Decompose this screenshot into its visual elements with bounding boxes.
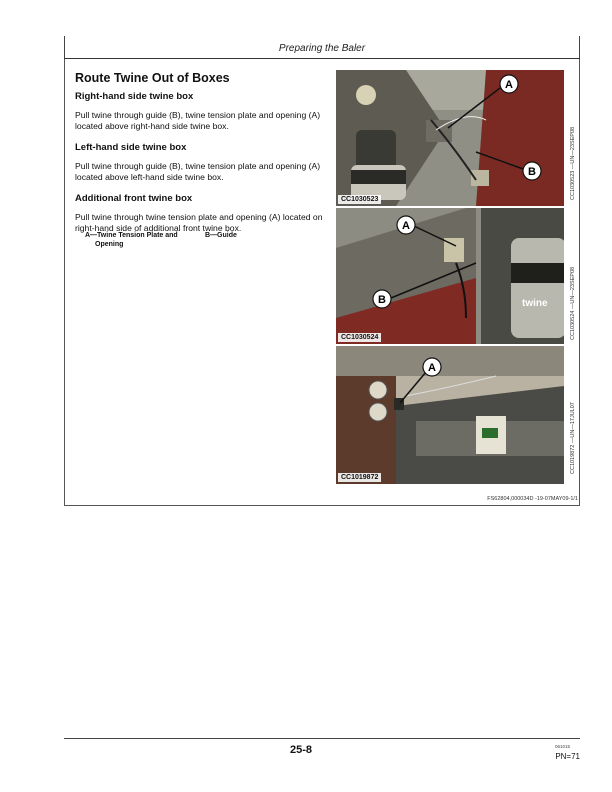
reference-code: FS62804,000034D -19-07MAY09-1/1 (487, 496, 578, 502)
block-text-right: Pull twine through guide (B), twine tension plate and opening (A) located above right-hand side twine box. (75, 110, 321, 132)
callout-a: A (402, 220, 410, 232)
photo-right-twine-box (336, 70, 564, 206)
block-text-left: Pull twine through guide (B), twine tension plate and opening (A) located above left-hand side twine box. (75, 160, 321, 183)
legend-item-b: B—Guide (205, 232, 237, 239)
section-title: Route Twine Out of Boxes (75, 71, 230, 85)
page-header-title: Preparing the Baler (278, 43, 366, 54)
footer-rule (64, 738, 580, 739)
photo-left-illustration (336, 208, 564, 344)
photo-code: CC1030524 (338, 333, 381, 342)
page-number: 25-8 (290, 744, 313, 756)
legend-item-a: A—Twine Tension Plate and Opening (85, 232, 178, 248)
block-heading-right: Right-hand side twine box (75, 91, 194, 102)
photo-side-code: CC1019872 —UN—17JUL07 (570, 402, 576, 474)
callout-b: B (378, 294, 386, 306)
photo-code: CC1019872 (338, 473, 381, 482)
twine-box-label: twine (522, 298, 548, 309)
callout-a: A (505, 79, 513, 91)
photo-side-code: CC1030524 —UN—23SEP08 (570, 266, 576, 340)
callout-a: A (428, 362, 436, 374)
footer-small-code: 061015 (555, 744, 571, 749)
photo-front-twine-box (336, 346, 564, 484)
photo-code: CC1030523 (338, 195, 381, 204)
block-heading-left: Left-hand side twine box (75, 141, 187, 153)
block-text-front: Pull twine through twine tension plate and opening (A) located on right-hand side of additional front twine box. (75, 211, 323, 234)
block-heading-front: Additional front twine box (75, 192, 193, 204)
photo-front-illustration (336, 346, 564, 484)
photo-left-twine-box (336, 208, 564, 344)
photo-right-illustration (336, 70, 564, 206)
footer-pn: PN=71 (555, 752, 580, 761)
callout-b: B (528, 166, 536, 178)
photo-side-code: CC1030523 —UN—23SEP08 (570, 126, 576, 200)
instructions-column (75, 71, 330, 243)
